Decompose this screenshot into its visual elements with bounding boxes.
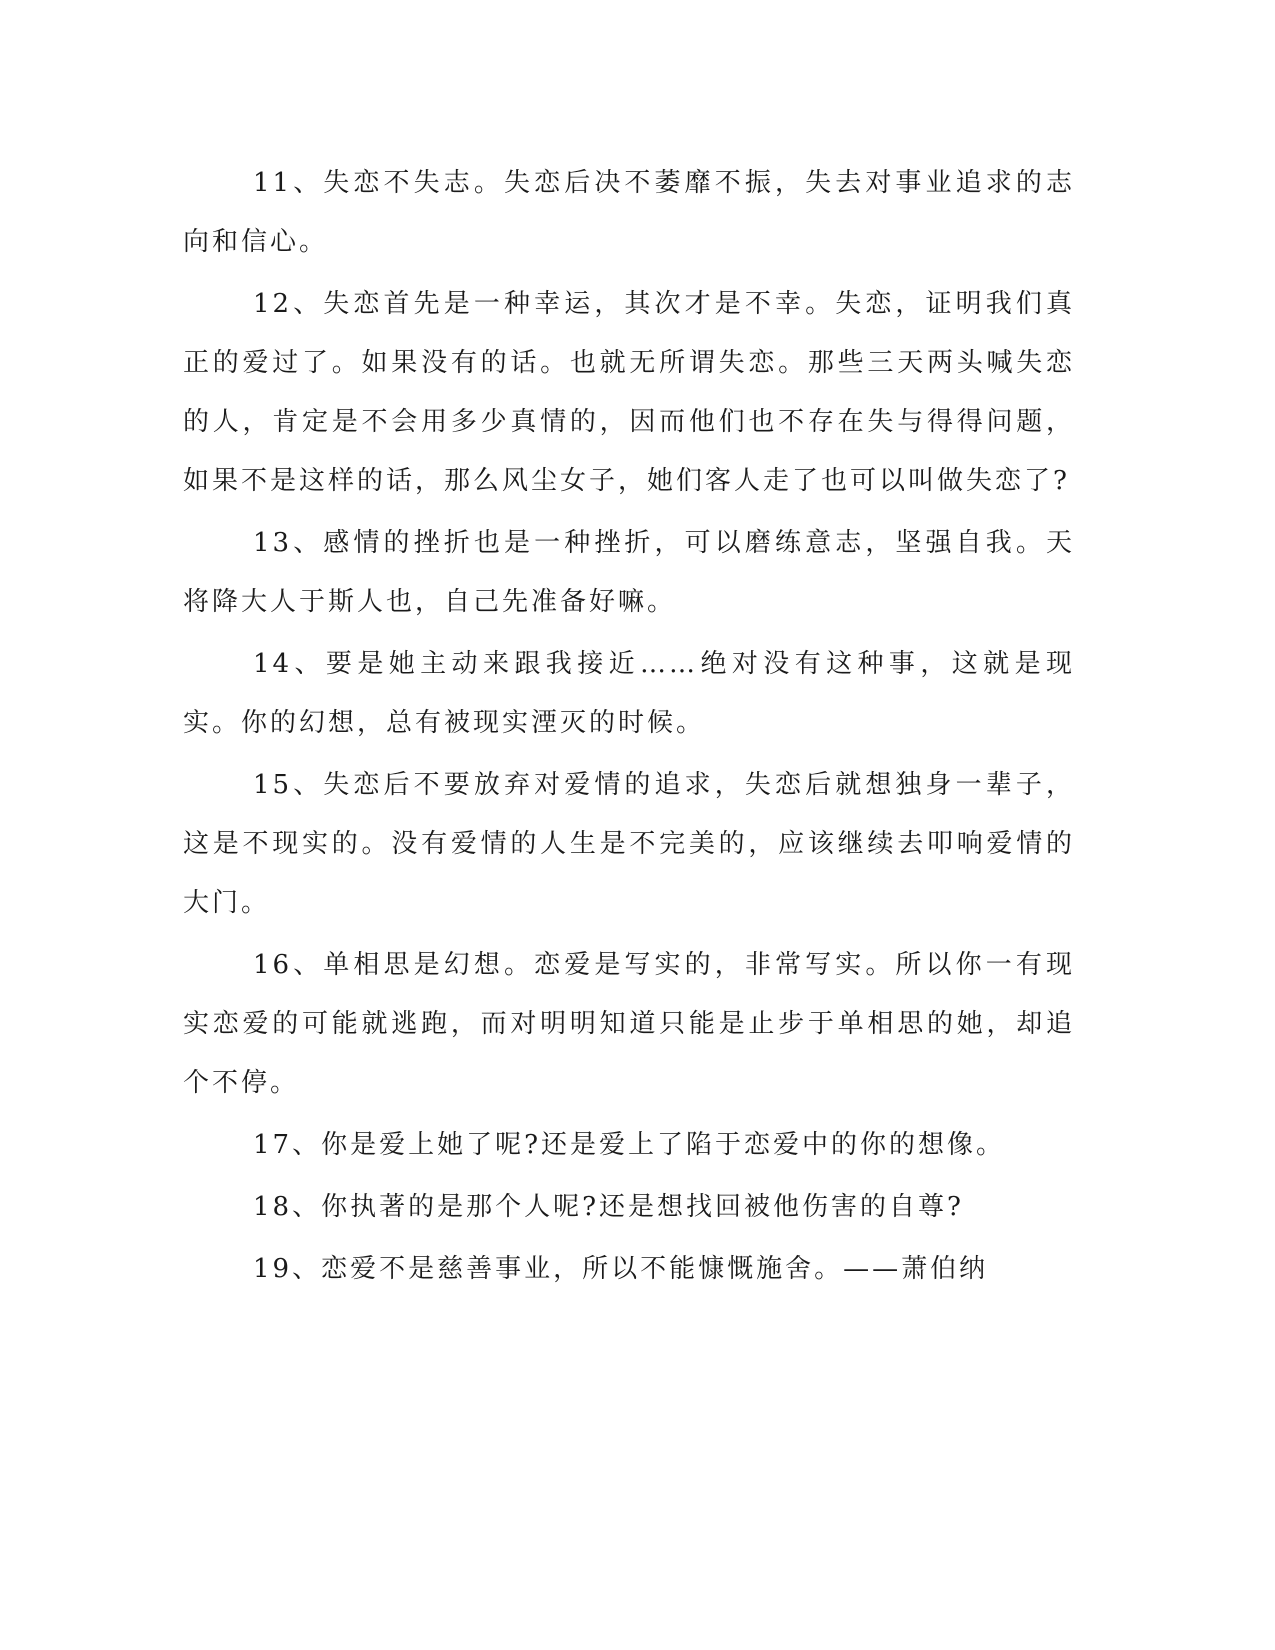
paragraph-16: 16、单相思是幻想。恋爱是写实的，非常写实。所以你一有现实恋爱的可能就逃跑，而对明明知道只能是止步于单相思的她，却追个不停。 — [183, 950, 1075, 1098]
paragraph-14: 14、要是她主动来跟我接近……绝对没有这种事，这就是现实。你的幻想，总有被现实湮灭的时候。 — [183, 649, 1075, 738]
document-body — [183, 154, 1075, 1302]
paragraph-19: 19、恋爱不是慈善事业，所以不能慷慨施舍。——萧伯纳 — [253, 1254, 989, 1284]
paragraph-18: 18、你执著的是那个人呢?还是想找回被他伤害的自尊? — [253, 1192, 964, 1222]
paragraph-17: 17、你是爱上她了呢?还是爱上了陷于恋爱中的你的想像。 — [253, 1130, 1006, 1160]
paragraph-11: 11、失恋不失志。失恋后决不萎靡不振，失去对事业追求的志向和信心。 — [183, 168, 1075, 257]
paragraph-15: 15、失恋后不要放弃对爱情的追求，失恋后就想独身一辈子，这是不现实的。没有爱情的人生是不完美的，应该继续去叩响爱情的大门。 — [183, 770, 1075, 918]
paragraph-12: 12、失恋首先是一种幸运，其次才是不幸。失恋，证明我们真正的爱过了。如果没有的话。也就无所谓失恋。那些三天两头喊失恋的人，肯定是不会用多少真情的，因而他们也不存在失与得得问题，如果不是这样的话，那么风尘女子，她们客人走了也可以叫做失恋了? — [183, 289, 1075, 496]
paragraph-13: 13、感情的挫折也是一种挫折，可以磨练意志，坚强自我。天将降大人于斯人也，自己先准备好嘛。 — [183, 528, 1075, 617]
